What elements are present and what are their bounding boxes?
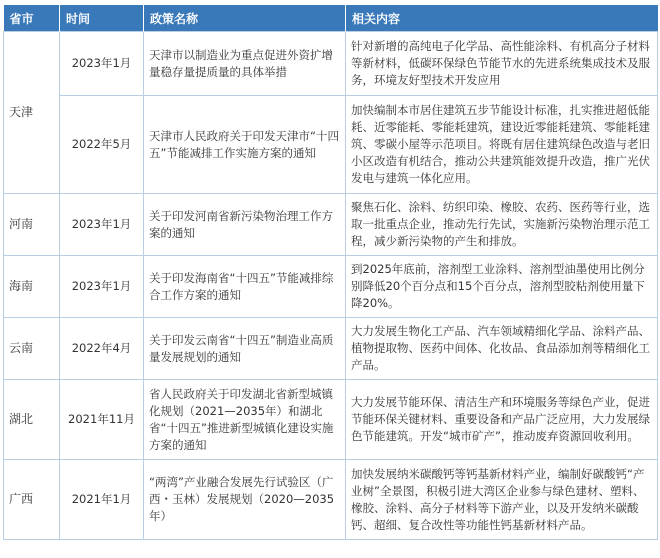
time-cell: 2023年1月 xyxy=(60,32,144,96)
policy-name-cell: 关于印发海南省“十四五”节能减排综合工作方案的通知 xyxy=(144,256,346,318)
content-cell: 针对新增的高纯电子化学品、高性能涂料、有机高分子材料等新材料，低碳环保绿色节能节水的先进系统集成技术及服务，环境友好型技术开发应用 xyxy=(346,32,658,96)
province-cell: 海南 xyxy=(4,256,60,318)
policy-name-cell: 关于印发云南省“十四五”制造业高质量发展规划的通知 xyxy=(144,318,346,380)
policy-name-cell: 关于印发河南省新污染物治理工作方案的通知 xyxy=(144,194,346,256)
time-cell: 2023年1月 xyxy=(60,194,144,256)
policy-name-cell: 天津市人民政府关于印发天津市“十四五”节能减排工作实施方案的通知 xyxy=(144,96,346,194)
policy-table xyxy=(3,5,658,540)
content-cell: 大力发展生物化工产品、汽车领域精细化学品、涂料产品、植物提取物、医药中间体、化妆品、食品添加剂等精细化工产品。 xyxy=(346,318,658,380)
content-cell: 聚焦石化、涂料、纺织印染、橡胶、农药、医药等行业，选取一批重点企业，推动先行先试，实施新污染物治理示范工程，减少新污染物的产生和排放。 xyxy=(346,194,658,256)
header-province: 省市 xyxy=(4,5,60,32)
content-cell: 到2025年底前，溶剂型工业涂料、溶剂型油墨使用比例分别降低20个百分点和15个百分点，溶剂型胶粘剂使用量下降20%。 xyxy=(346,256,658,318)
table-row xyxy=(4,318,658,380)
header-content: 相关内容 xyxy=(346,5,658,32)
content-cell: 加快编制本市居住建筑五步节能设计标准，扎实推进超低能耗、近零能耗、零能耗建筑，建设近零能耗建筑、零能耗建筑、零碳小屋等示范项目。将既有居住建筑绿色改造与老旧小区改造有机结合，推动公共建筑能效提升改造，推广光伏发电与建筑一体化应用。 xyxy=(346,96,658,194)
time-cell: 2022年4月 xyxy=(60,318,144,380)
time-cell: 2021年1月 xyxy=(60,460,144,540)
header-policy-name: 政策名称 xyxy=(144,5,346,32)
table-row xyxy=(4,96,658,194)
province-cell: 广西 xyxy=(4,460,60,540)
header-time: 时间 xyxy=(60,5,144,32)
table-row xyxy=(4,194,658,256)
table-row xyxy=(4,32,658,96)
table-row xyxy=(4,380,658,460)
time-cell: 2021年11月 xyxy=(60,380,144,460)
time-cell: 2023年1月 xyxy=(60,256,144,318)
province-cell: 河南 xyxy=(4,194,60,256)
policy-name-cell: “两湾”产业融合发展先行试验区（广西・玉林）发展规划（2020—2035年） xyxy=(144,460,346,540)
policy-name-cell: 天津市以制造业为重点促进外资扩增量稳存量提质量的具体举措 xyxy=(144,32,346,96)
table-row xyxy=(4,256,658,318)
content-cell: 加快发展纳米碳酸钙等钙基新材料产业，编制好碳酸钙“产业树”全景图，积极引进大湾区企业参与绿色建材、塑料、橡胶、涂料、高分子材料等下游产业，以及开发纳米碳酸钙、超细、复合改性等功能性钙基新材料产品。 xyxy=(346,460,658,540)
time-cell: 2022年5月 xyxy=(60,96,144,194)
province-cell: 天津 xyxy=(4,32,60,194)
policy-name-cell: 省人民政府关于印发湖北省新型城镇化规划（2021—2035年）和湖北省“十四五”推进新型城镇化建设实施方案的通知 xyxy=(144,380,346,460)
province-cell: 云南 xyxy=(4,318,60,380)
table-header-row xyxy=(4,5,658,32)
province-cell: 湖北 xyxy=(4,380,60,460)
table-row xyxy=(4,460,658,540)
content-cell: 大力发展节能环保、清洁生产和环境服务等绿色产业，促进节能环保关键材料、重要设备和产品广泛应用，大力发展绿色节能建筑。开发“城市矿产”，推动废弃资源回收利用。 xyxy=(346,380,658,460)
